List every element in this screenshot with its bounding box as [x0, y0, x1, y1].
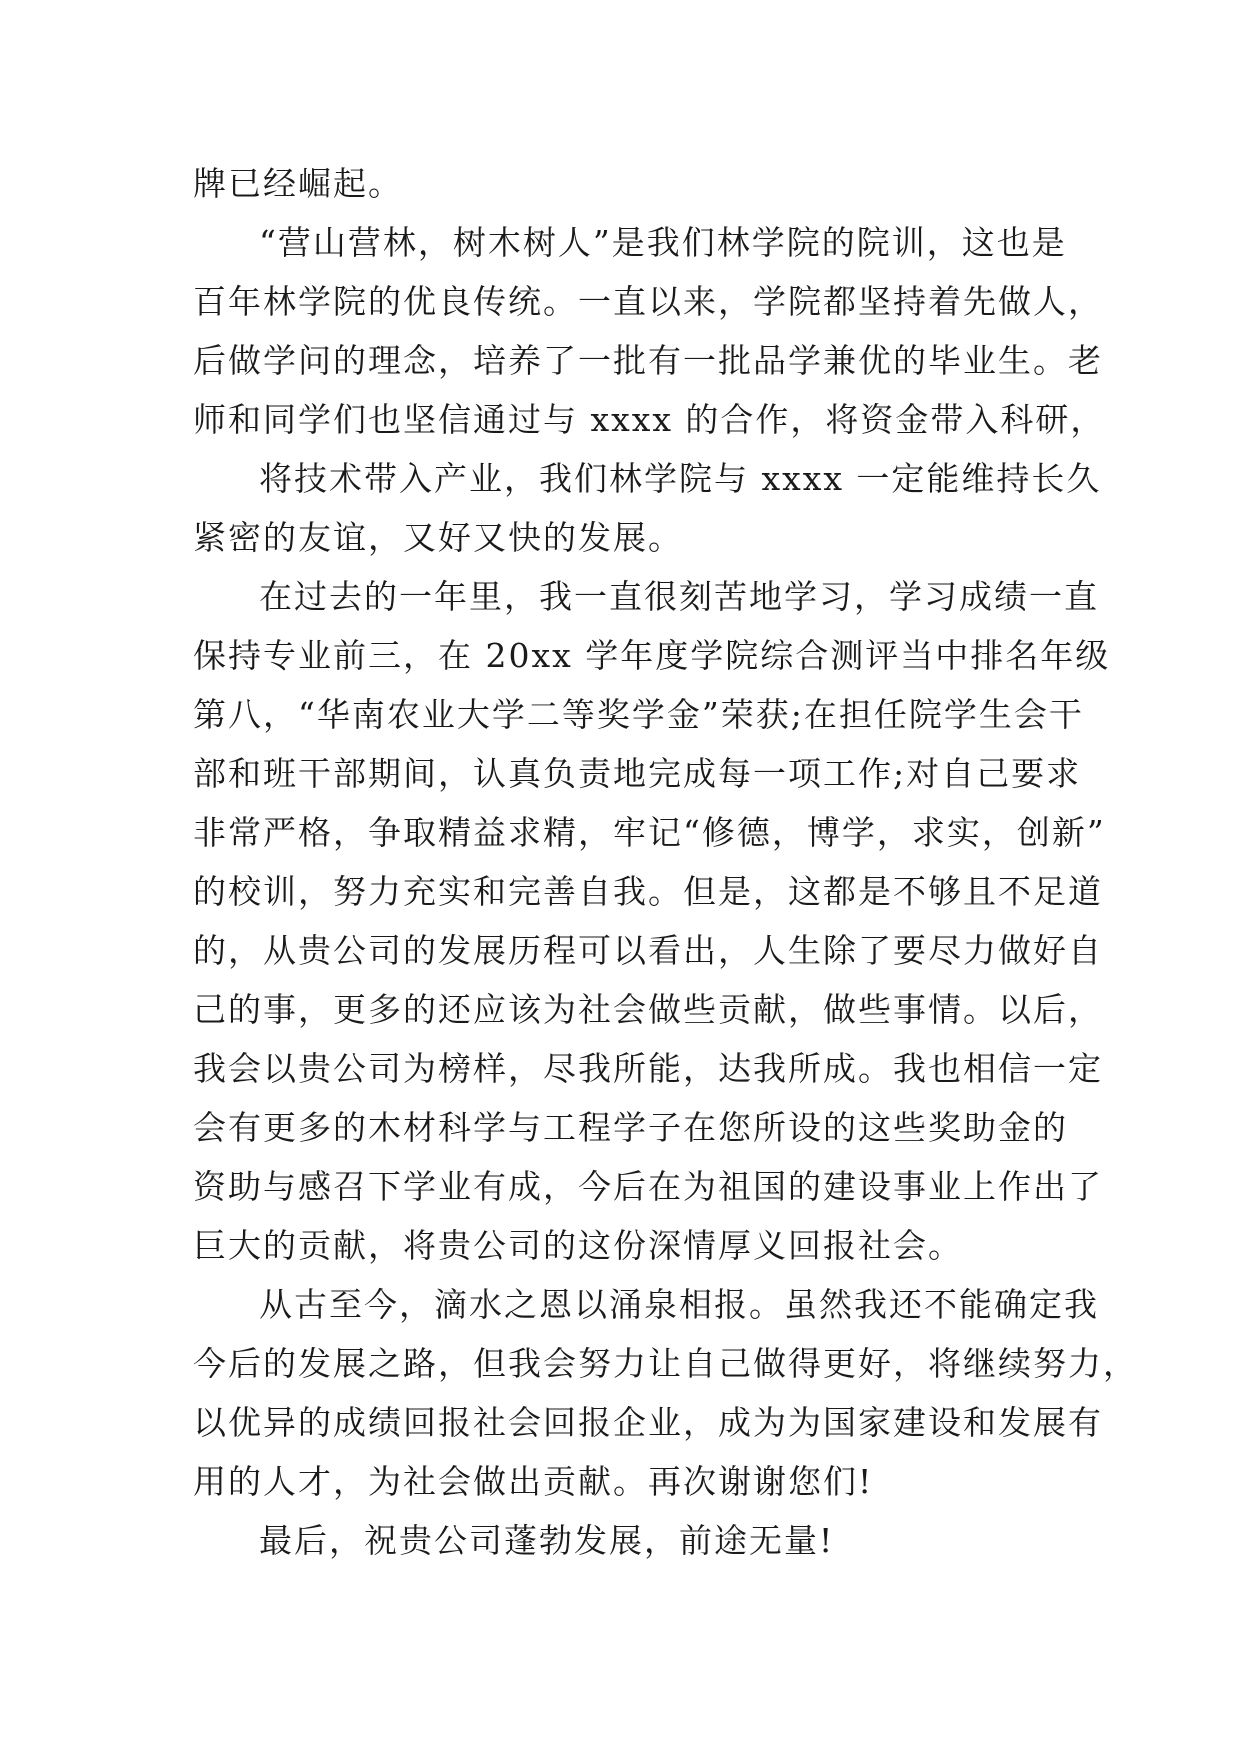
text-line: 牌已经崛起。 — [193, 164, 403, 203]
text-line: 从古至今，滴水之恩以涌泉相报。虽然我还不能确定我 — [259, 1285, 1099, 1324]
text-line: 己的事，更多的还应该为社会做些贡献，做些事情。以后， — [193, 990, 1103, 1029]
text-line: 师和同学们也坚信通过与 xxxx 的合作，将资金带入科研， — [193, 400, 1106, 439]
text-line: “营山营林，树木树人”是我们林学院的院训，这也是 — [259, 223, 1067, 262]
document-body — [193, 154, 1138, 1570]
text-line: 的校训，努力充实和完善自我。但是，这都是不够且不足道 — [193, 872, 1103, 911]
text-line: 以优异的成绩回报社会回报企业，成为为国家建设和发展有 — [193, 1403, 1103, 1442]
text-line: 会有更多的木材科学与工程学子在您所设的这些奖助金的 — [193, 1108, 1068, 1147]
text-line: 的，从贵公司的发展历程可以看出，人生除了要尽力做好自 — [193, 931, 1103, 970]
text-line: 部和班干部期间，认真负责地完成每一项工作;对自己要求 — [193, 754, 1082, 793]
text-line: 用的人才，为社会做出贡献。再次谢谢您们! — [193, 1462, 874, 1501]
text-line: 紧密的友谊，又好又快的发展。 — [193, 518, 683, 557]
text-line: 资助与感召下学业有成，今后在为祖国的建设事业上作出了 — [193, 1167, 1103, 1206]
text-line: 在过去的一年里，我一直很刻苦地学习，学习成绩一直 — [259, 577, 1099, 616]
text-line: 巨大的贡献，将贵公司的这份深情厚义回报社会。 — [193, 1226, 963, 1265]
text-line: 后做学问的理念，培养了一批有一批品学兼优的毕业生。老 — [193, 341, 1103, 380]
text-line: 将技术带入产业，我们林学院与 xxxx 一定能维持长久 — [259, 459, 1102, 498]
text-line: 保持专业前三，在 20xx 学年度学院综合测评当中排名年级 — [193, 636, 1111, 675]
text-line: 今后的发展之路，但我会努力让自己做得更好，将继续努力， — [193, 1344, 1138, 1383]
text-line: 非常严格，争取精益求精，牢记“修德，博学，求实，创新” — [193, 813, 1106, 852]
text-line: 第八，“华南农业大学二等奖学金”荣获;在担任院学生会干 — [193, 695, 1084, 734]
text-line: 最后，祝贵公司蓬勃发展，前途无量! — [259, 1521, 835, 1560]
text-line: 百年林学院的优良传统。一直以来，学院都坚持着先做人， — [193, 282, 1103, 321]
text-line: 我会以贵公司为榜样，尽我所能，达我所成。我也相信一定 — [193, 1049, 1103, 1088]
